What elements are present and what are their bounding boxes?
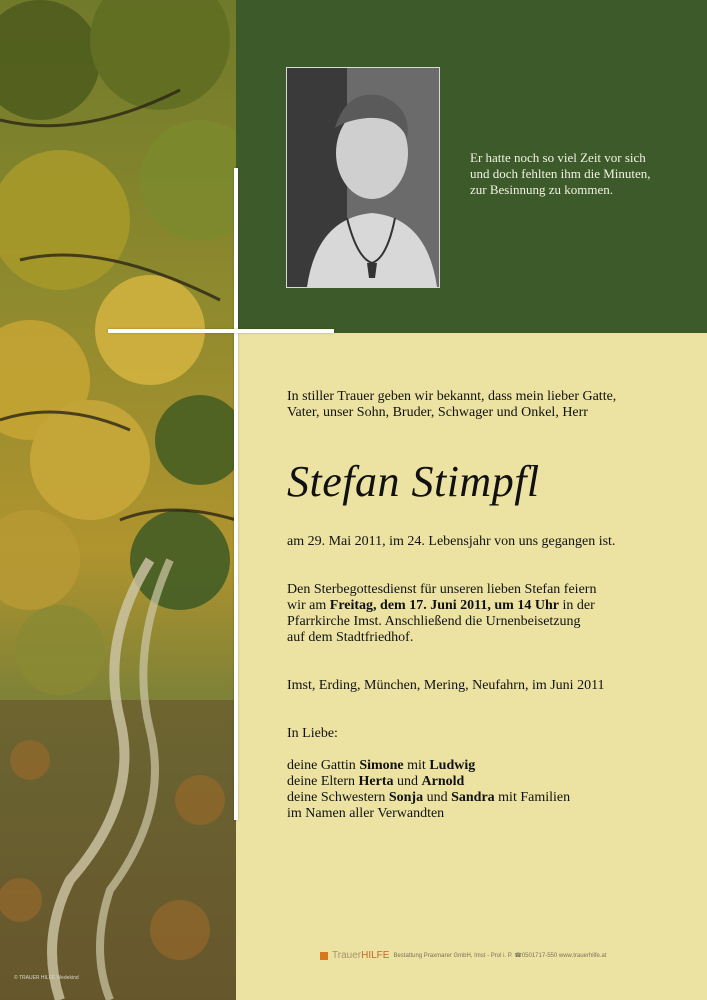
trauerhilfe-logo-text bbox=[332, 950, 389, 961]
quote-line: Er hatte noch so viel Zeit vor sich bbox=[470, 150, 646, 165]
service-line bbox=[287, 598, 596, 614]
cross-vertical-bar bbox=[234, 168, 238, 820]
family-line-gattin bbox=[287, 758, 570, 774]
service-date-time: Freitag, dem 17. Juni 2011, um 14 Uhr bbox=[329, 598, 559, 613]
family-text: mit Familien bbox=[494, 790, 571, 805]
family-line-eltern bbox=[287, 774, 570, 790]
family-name: Arnold bbox=[421, 774, 465, 789]
family-name: Simone bbox=[359, 758, 404, 773]
footer-credits bbox=[320, 950, 607, 961]
family-text: deine Gattin bbox=[287, 758, 360, 773]
places-text bbox=[287, 678, 605, 694]
family-list bbox=[287, 758, 570, 822]
deceased-name: Stefan Stimpfl bbox=[287, 457, 540, 506]
quote-line: zur Besinnung zu kommen. bbox=[470, 182, 613, 197]
service-text-part: in der bbox=[558, 598, 595, 613]
portrait-photo bbox=[286, 67, 440, 288]
intro-line: Vater, unser Sohn, Bruder, Schwager und Onkel, Herr bbox=[287, 405, 588, 420]
trauerhilfe-logo-icon bbox=[320, 952, 328, 960]
service-text-part: wir am bbox=[287, 598, 330, 613]
places-line: Imst, Erding, München, Mering, Neufahrn, im Juni 2011 bbox=[287, 678, 605, 693]
cross-horizontal-bar bbox=[108, 329, 334, 333]
service-line: Den Sterbegottesdienst für unseren lieben Stefan feiern bbox=[287, 582, 597, 597]
in-liebe-line: In Liebe: bbox=[287, 726, 338, 741]
family-text: mit bbox=[403, 758, 430, 773]
family-name: Herta bbox=[358, 774, 394, 789]
family-line-schwestern bbox=[287, 790, 570, 806]
logo-part: HILFE bbox=[361, 950, 390, 961]
death-date-text bbox=[287, 534, 615, 550]
copyright-text: © TRAUER HILFE Wedekind bbox=[14, 975, 79, 981]
logo-part: Trauer bbox=[332, 950, 362, 961]
family-text: deine Eltern bbox=[287, 774, 359, 789]
family-line-rest: im Namen aller Verwandten bbox=[287, 806, 445, 821]
family-text: und bbox=[393, 774, 422, 789]
service-text bbox=[287, 582, 596, 646]
content-panel bbox=[236, 333, 707, 1000]
intro-line: In stiller Trauer geben wir bekannt, dass mein lieber Gatte, bbox=[287, 389, 617, 404]
service-line: auf dem Stadtfriedhof. bbox=[287, 630, 414, 645]
family-text: und bbox=[423, 790, 452, 805]
family-name: Ludwig bbox=[429, 758, 476, 773]
in-liebe-heading bbox=[287, 726, 338, 742]
family-text: deine Schwestern bbox=[287, 790, 389, 805]
quote-line: und doch fehlten ihm die Minuten, bbox=[470, 166, 651, 181]
forest-path-photo bbox=[0, 0, 236, 1000]
footer-info: Bestattung Praxmarer GmbH, Imst - Prol i. P. ☎0501717-550 www.trauerhilfe.at bbox=[393, 953, 607, 959]
family-name: Sonja bbox=[388, 790, 424, 805]
family-name: Sandra bbox=[451, 790, 495, 805]
intro-text bbox=[287, 389, 616, 421]
memorial-quote bbox=[470, 150, 690, 198]
death-line: am 29. Mai 2011, im 24. Lebensjahr von uns gegangen ist. bbox=[287, 534, 616, 549]
service-line: Pfarrkirche Imst. Anschließend die Urnenbeisetzung bbox=[287, 614, 581, 629]
